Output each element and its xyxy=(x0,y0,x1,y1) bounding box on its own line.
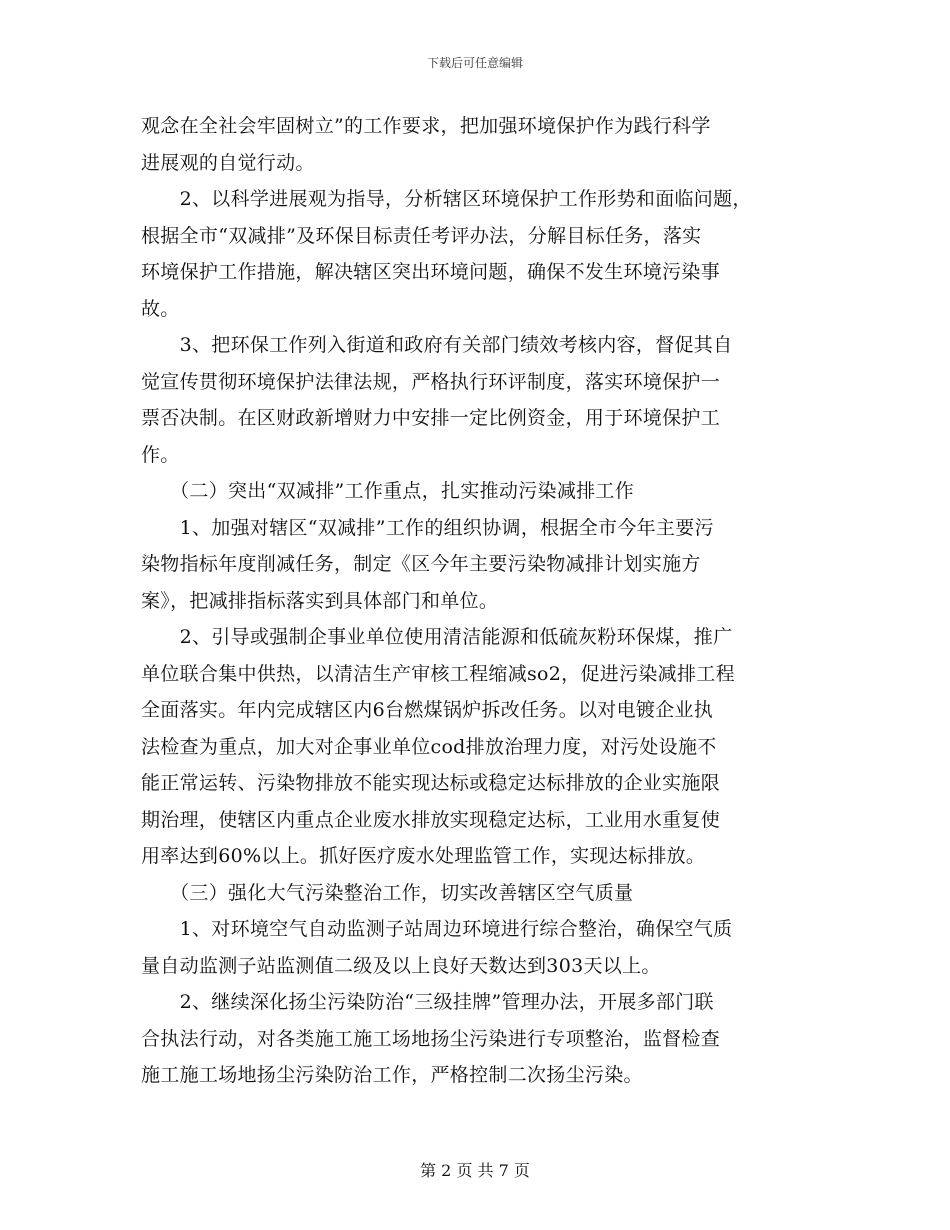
page-number-footer: 第 2 页 共 7 页 xyxy=(420,1161,530,1180)
text-line: 环境保护工作措施，解决辖区突出环境问题，确保不发生环境污染事 xyxy=(141,261,721,283)
text-line: 作。 xyxy=(141,443,180,466)
text-line: 全面落实。年内完成辖区内6台燃煤锅炉拆改任务。以对电镀企业执 xyxy=(141,699,714,721)
section-heading: （三）强化大气污染整治工作，切实改善辖区空气质量 xyxy=(141,881,634,904)
text-line: 3、把环保工作列入街道和政府有关部门绩效考核内容，督促其自 xyxy=(141,334,733,356)
text-line: 能正常运转、污染物排放不能实现达标或稳定达标排放的企业实施限 xyxy=(141,772,721,794)
text-line: 观念在全社会牢固树立”的工作要求，把加强环境保护作为践行科学 xyxy=(141,115,711,137)
text-line: 期治理，使辖区内重点企业废水排放实现稳定达标，工业用水重复使 xyxy=(141,808,721,831)
text-line: 单位联合集中供热，以清洁生产审核工程缩减so2，促进污染减排工程 xyxy=(141,662,735,685)
text-line: 故。 xyxy=(141,297,180,320)
section-heading: （二）突出“双减排”工作重点，扎实推动污染减排工作 xyxy=(141,480,635,502)
text-line: 施工施工场地扬尘污染防治工作，严格控制二次扬尘污染。 xyxy=(141,1064,643,1086)
text-line: 用率达到60%以上。抓好医疗废水处理监管工作，实现达标排放。 xyxy=(141,845,706,867)
text-line: 2、以科学进展观为指导，分析辖区环境保护工作形势和面临问题， xyxy=(141,188,752,210)
text-line: 染物指标年度削减任务，制定《区今年主要污染物减排计划实施方 xyxy=(141,553,701,575)
text-line: 进展观的自觉行动。 xyxy=(141,151,315,174)
text-line: 2、引导或强制企事业单位使用清洁能源和低硫灰粉环保煤，推广 xyxy=(141,626,733,648)
text-line: 法检查为重点，加大对企事业单位cod排放治理力度，对污处设施不 xyxy=(141,735,717,758)
text-line: 2、继续深化扬尘污染防治“三级挂牌”管理办法，开展多部门联 xyxy=(141,991,714,1013)
document-body xyxy=(141,108,821,1094)
text-line: 1、对环境空气自动监测子站周边环境进行综合整治，确保空气质 xyxy=(141,918,733,940)
page-header: 下载后可任意编辑 xyxy=(426,56,523,70)
text-line: 量自动监测子站监测值二级及以上良好天数达到303天以上。 xyxy=(141,954,661,977)
text-line: 合执法行动，对各类施工施工场地扬尘污染进行专项整治，监督检查 xyxy=(141,1027,721,1050)
text-line: 票否决制。在区财政新增财力中安排一定比例资金，用于环境保护工 xyxy=(141,407,721,429)
text-line: 1、加强对辖区“双减排”工作的组织协调，根据全市今年主要污 xyxy=(141,516,714,539)
text-line: 根据全市“双减排”及环保目标责任考评办法，分解目标任务，落实 xyxy=(141,224,702,247)
text-line: 案》，把减排指标落实到具体部门和单位。 xyxy=(141,589,499,612)
text-line: 觉宣传贯彻环境保护法律法规，严格执行环评制度，落实环境保护一 xyxy=(141,370,721,393)
